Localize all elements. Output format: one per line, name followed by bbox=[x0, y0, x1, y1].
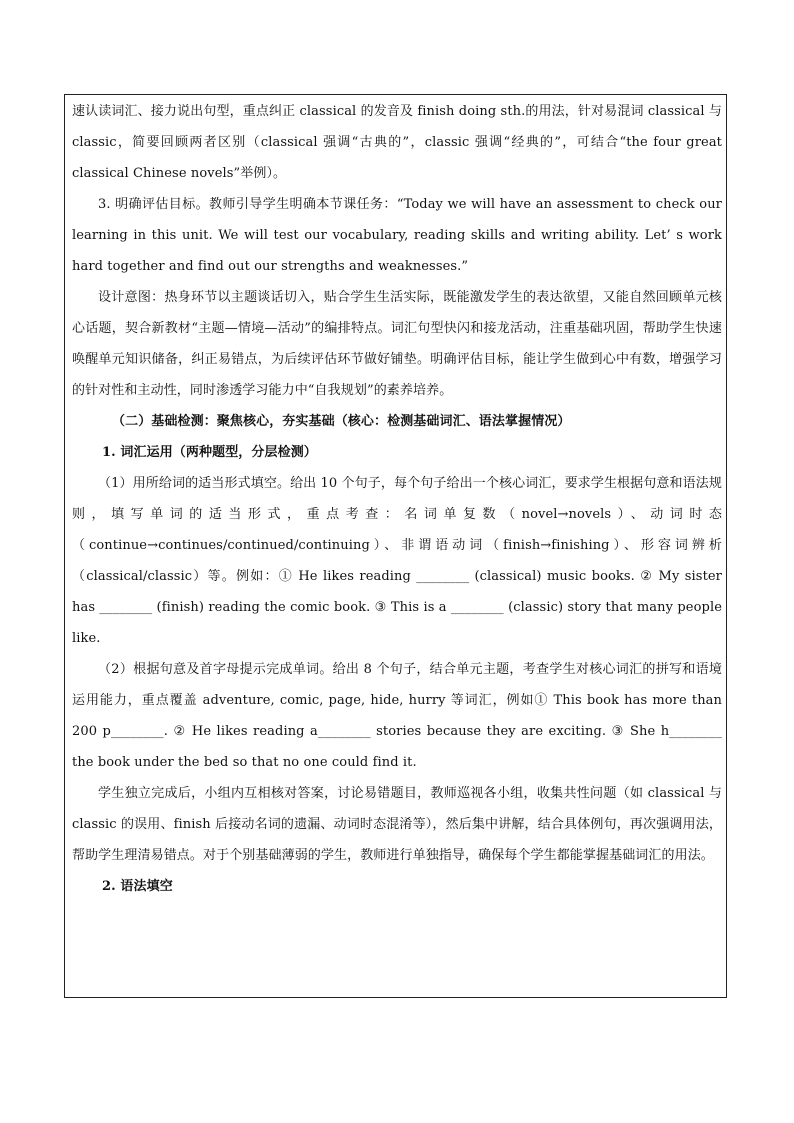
paragraph-vocab-review: 速认读词汇、接力说出句型，重点纠正 classical 的发音及 finish doing sth.的用法，针对易混词 classical 与 classic，简要回顾两者区别（classical 强调“古典的”，classic 强调“经典的”，可结合“the four great classical Chinese novels”举例）。 bbox=[72, 104, 722, 181]
subsection-heading-vocab-use: 1. 词汇运用（两种题型，分层检测） bbox=[102, 445, 317, 460]
paragraph-fill-blank-forms: （1）用所给词的适当形式填空。给出 10 个句子，每个句子给出一个核心词汇，要求学生根据句意和语法规则，填写单词的适当形式，重点考查：名词单复数（novel→novels）、动词时态（continue→continues/continued/continuing）、非谓语动词（finish→finishing）、形容词辨析（classical/classic）等。例如：① He likes reading ________ (classical) music books. ② My sister has ________ (finish) reading the comic book. ③ This is a ________ (classic) story that many people like. bbox=[72, 476, 722, 646]
subsection-heading-grammar-fill: 2. 语法填空 bbox=[102, 879, 173, 894]
section-heading-basic-test: （二）基础检测：聚焦核心，夯实基础（核心：检测基础词汇、语法掌握情况） bbox=[112, 414, 571, 429]
paragraph-design-intent: 设计意图：热身环节以主题谈话切入，贴合学生生活实际，既能激发学生的表达欲望，又能自然回顾单元核心话题，契合新教材“主题—情境—活动”的编排特点。词汇句型快闪和接龙活动，注重基础巩固，帮助学生快速唤醒单元知识储备，纠正易错点，为后续评估环节做好铺垫。明确评估目标，能让学生做到心中有数，增强学习的针对性和主动性，同时渗透学习能力中“自我规划”的素养培养。 bbox=[72, 290, 722, 398]
document-body bbox=[72, 96, 722, 902]
paragraph-group-check: 学生独立完成后，小组内互相核对答案，讨论易错题目，教师巡视各小组，收集共性问题（如 classical 与 classic 的误用、finish 后接动名词的遗漏、动词时态混淆等），然后集中讲解，结合具体例句，再次强调用法，帮助学生理清易错点。对于个别基础薄弱的学生，教师进行单独指导，确保每个学生都能掌握基础词汇的用法。 bbox=[72, 786, 722, 863]
paragraph-assessment-goal: 3. 明确评估目标。教师引导学生明确本节课任务：“Today we will have an assessment to check our learning in this unit. We will test our vocabulary, reading skills and writing ability. Let’ s work hard together and find out our strengths and weaknesses.” bbox=[72, 197, 722, 274]
paragraph-initial-letter: （2）根据句意及首字母提示完成单词。给出 8 个句子，结合单元主题，考查学生对核心词汇的拼写和语境运用能力，重点覆盖 adventure, comic, page, hide, hurry 等词汇，例如① This book has more than 200 p________. ② He likes reading a________ stories because they are exciting. ③ She h________ the book under the bed so that no one could find it. bbox=[72, 662, 722, 770]
